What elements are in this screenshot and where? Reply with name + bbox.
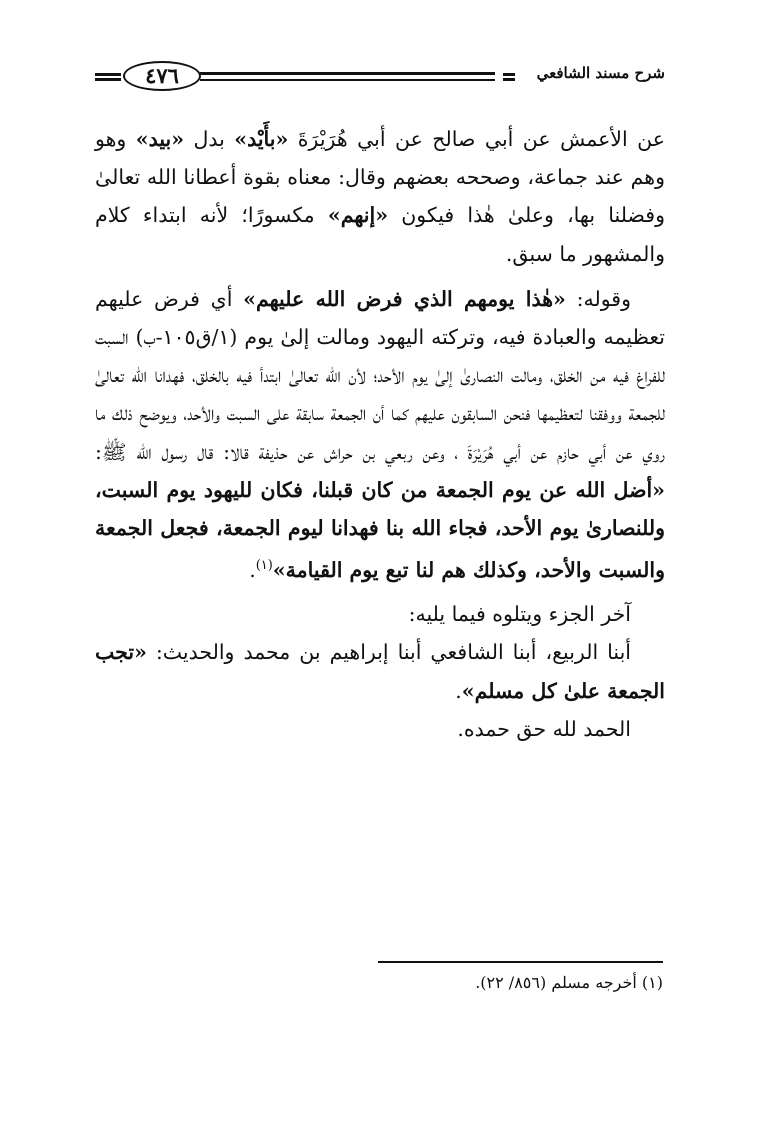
paragraph-4: أبنا الربيع، أبنا الشافعي أبنا إبراهيم بن محمد والحديث: «تجب الجمعة علىٰ كل مسلم».	[95, 640, 665, 703]
quoted-word: «إنهم»	[327, 203, 389, 228]
paragraph-3: آخر الجزء ويتلوه فيما يليه:	[408, 602, 631, 627]
header-rule	[200, 72, 495, 81]
paragraph-2: وقوله: «هٰذا يومهم الذي فرض الله عليهم» أي فرض عليهم تعظيمه والعبادة فيه، وتركته اليهود ومالت إلىٰ يوم (١/ق١٠٥-ب) السبت للفراغ فيه من الخلق، ومالت النصارىٰ إلىٰ يوم الأحد؛ لأن الله تعالىٰ ابتدأ فيه بالخلق، فهدانا الله تعالىٰ للجمعة ووفقنا لتعظيمها فنحن السابقون عليهم كما أن الجمعة سابقة على السبت والأحد، ويوضح ذلك ما روي عن أبي حازم عن أبي هُرَيْرَةَ ، وعن ربعي بن حراش عن حذيفة قالا: قال رسول الله ﷺ: «أضل الله عن يوم الجمعة من كان قبلنا، فكان لليهود يوم السبت، وللنصارىٰ يوم الأحد، فجاء الله بنا فهدانا ليوم الجمعة، فجعل الجمعة والسبت والأحد، وكذلك هم لنا تبع يوم القيامة»$^{(١)}$.	[95, 286, 665, 583]
page-number: ٤٧٦	[123, 61, 201, 91]
header-ornament-right	[503, 73, 515, 81]
quoted-word: «بأَيْد»	[234, 127, 289, 151]
hadith-quote: «هٰذا يومهم الذي فرض الله عليهم»	[243, 286, 566, 311]
hadith-quote: «أضل الله عن يوم الجمعة من كان قبلنا، فكان لليهود يوم السبت، وللنصارىٰ يوم الأحد، فجاء الله بنا فهدانا ليوم الجمعة، فجعل الجمعة والسبت والأحد، وكذلك هم لنا تبع يوم القيامة»	[95, 477, 665, 583]
page-header	[95, 60, 665, 96]
footnote-separator	[378, 961, 663, 963]
footnote-marker[interactable]: (١)	[255, 558, 273, 574]
footnote: (١) أخرجه مسلم (٨٥٦/ ٢٢).	[475, 973, 663, 992]
paragraph-1: عن الأعمش عن أبي صالح عن أبي هُرَيْرَةَ «بأَيْد» بدل «بيد» وهو وهم عند جماعة، وصححه بعضهم وقال: معناه بقوة أعطانا الله تعالىٰ وفضلنا بها، وعلىٰ هٰذا فيكون «إنهم» مكسورًا؛ لأنه ابتداء كلام والمشهور ما سبق.	[95, 127, 665, 266]
paragraph-5: الحمد لله حق حمده.	[457, 716, 631, 741]
quoted-word: «بيد»	[135, 127, 185, 151]
header-ornament-left	[95, 73, 121, 81]
main-text	[95, 120, 665, 748]
hadith-quote: «تجب الجمعة علىٰ كل مسلم»	[95, 640, 665, 703]
running-title: شرح مسند الشافعي	[536, 64, 665, 82]
